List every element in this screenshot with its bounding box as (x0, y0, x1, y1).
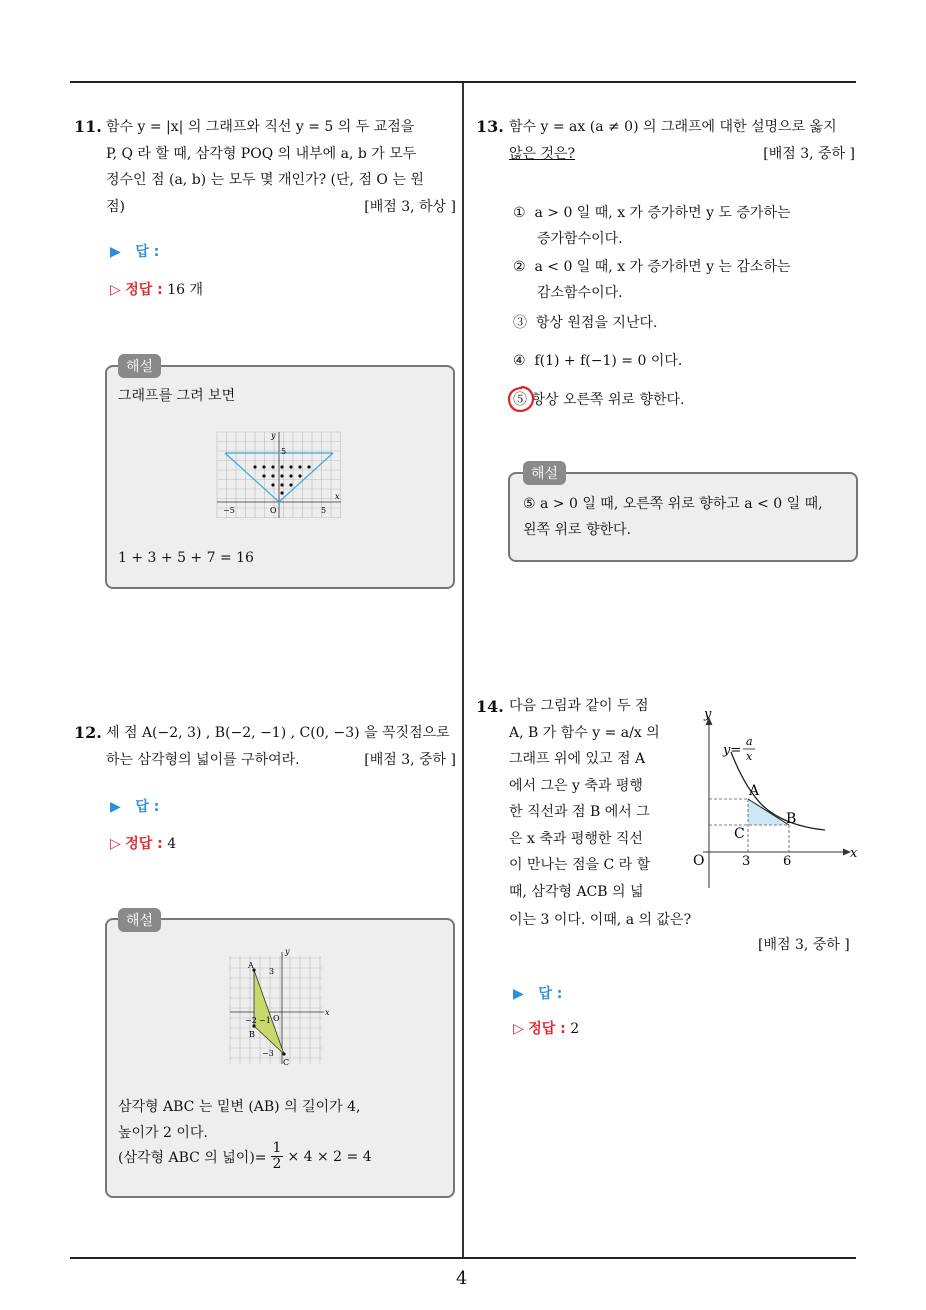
q14-c-label: C (734, 826, 745, 842)
q12-line: 세 점 A(−2, 3) , B(−2, −1) , C(0, −3) 을 꼭짓점으로 (106, 725, 450, 741)
q13-option-mark: ③ (513, 315, 527, 331)
q12-correct-label: 정답 : (125, 836, 163, 852)
q12-grid (230, 956, 322, 1064)
q11-five-x-label: 5 (321, 506, 327, 515)
q11-neg5-label: −5 (223, 506, 235, 515)
bottom-rule (70, 1257, 856, 1259)
q14-answer-label: 답 : (538, 986, 563, 1002)
q12-fraction-num: 1 (272, 1140, 282, 1156)
q11-line: 함수 y = |x| 의 그래프와 직선 y = 5 의 두 교점을 (106, 119, 415, 135)
q11-line: 정수인 점 (a, b) 는 모두 몇 개인가? (단, 점 O 는 원 (106, 172, 424, 188)
q11-line-last: 점) [배점 3, 하상 ] (106, 194, 456, 221)
q12-explanation-line: 높이가 2 이다. (118, 1125, 208, 1141)
q14-x-label: x (850, 846, 858, 861)
q12-y-label: y (285, 947, 290, 956)
q14-curve-label: y= (723, 743, 742, 758)
outline-play-icon: ▷ (110, 282, 121, 298)
q11-five-y-label: 5 (281, 447, 287, 456)
page-number: 4 (456, 1268, 468, 1289)
q12-correct-value: 4 (167, 836, 177, 852)
q11-correct-value: 16 개 (167, 282, 204, 298)
q12-line-last: 하는 삼각형의 넓이를 구하여라. [배점 3, 중하 ] (106, 747, 456, 774)
q13-option-mark: ④ (513, 353, 526, 369)
q11-correct (110, 279, 203, 299)
q14-line: 다음 그림과 같이 두 점 (509, 698, 649, 714)
q13-option-2[interactable]: ② a < 0 일 때, x 가 증가하면 y 는 감소하는 감소함수이다. (513, 259, 791, 301)
q12-b-label: B (249, 1030, 255, 1039)
q11-answer-label: 답 : (135, 244, 160, 260)
play-icon: ▶ (110, 244, 121, 260)
q14-line-last: 이는 3 이다. 이때, a 의 값은? (509, 912, 692, 928)
outline-play-icon: ▷ (513, 1021, 524, 1037)
q11-text (106, 114, 456, 220)
q14-curve-den: x (746, 750, 753, 763)
q11-number: 11. (74, 117, 102, 136)
q11-tag: [배점 3, 하상 ] (364, 198, 456, 215)
q14-correct-label: 정답 : (528, 1021, 566, 1037)
q12-neg1-label: −1 (259, 1016, 271, 1025)
q13-option-mark: ① (513, 205, 526, 221)
q11-origin-label: O (270, 506, 277, 515)
q12-origin-label: O (273, 1014, 280, 1023)
q12-formula (118, 1141, 372, 1172)
q13-option-mark: ② (513, 259, 526, 275)
q14-three-label: 3 (742, 854, 751, 869)
q13-option-5[interactable]: ⑤ 항상 오른쪽 위로 향한다. (513, 392, 685, 408)
q11-explanation-tab: 해설 (118, 354, 161, 378)
q12-fraction-den: 2 (272, 1156, 282, 1172)
q12-c-label: C (283, 1058, 290, 1067)
q14-graph (685, 700, 865, 892)
q13-explanation-line: ⑤ a > 0 일 때, 오른쪽 위로 향하고 a < 0 일 때, (523, 496, 823, 512)
q14-line: 은 x 축과 평행한 직선 (509, 830, 643, 847)
column-divider (462, 83, 464, 1259)
q13-number: 13. (476, 117, 504, 136)
q12-formula-suffix: × 4 × 2 = 4 (287, 1148, 372, 1165)
q11-line: P, Q 라 할 때, 삼각형 POQ 의 내부에 a, b 가 모두 (106, 145, 417, 162)
q14-b-label: B (786, 811, 797, 827)
q12-explanation-line: 삼각형 ABC 는 밑변 (AB) 의 길이가 4, (118, 1099, 361, 1115)
q12-neg2-label: −2 (245, 1016, 257, 1025)
q14-line: 한 직선과 점 B 에서 그 (509, 804, 650, 820)
q14-answer (513, 983, 562, 1003)
q11-graph (213, 426, 345, 522)
q13-explanation-tab: 해설 (523, 461, 566, 485)
play-icon: ▶ (110, 799, 121, 815)
q14-correct (513, 1018, 579, 1038)
q11-formula: 1 + 3 + 5 + 7 = 16 (118, 550, 254, 566)
q14-line: 이 만나는 점을 C 라 할 (509, 857, 651, 873)
q14-correct-value: 2 (570, 1021, 580, 1037)
q14-a-label: A (749, 783, 760, 799)
answer-circle-icon (506, 384, 536, 414)
q13-option-3[interactable]: ③ 항상 원점을 지난다. (513, 315, 658, 331)
q14-curve-num: a (746, 735, 753, 748)
q14-text (509, 693, 709, 905)
q12-a-label: A (248, 961, 254, 970)
q14-y-label: y (704, 707, 712, 722)
q13-option-mark: ⑤ (513, 392, 527, 408)
q14-line: A, B 가 함수 y = a/x 의 (509, 724, 660, 741)
q12-text (106, 720, 456, 773)
q12-fraction (271, 1141, 284, 1172)
q14-tag: [배점 3, 중하 ] (758, 937, 850, 953)
q11-y-label: y (271, 431, 276, 440)
q14-line: 에서 그은 y 축과 평행 (509, 777, 643, 794)
q13-line: 함수 y = ax (a ≠ 0) 의 그래프에 대한 설명으로 옳지 (509, 119, 837, 135)
q12-answer (110, 796, 159, 816)
q12-graph (226, 944, 334, 1068)
q14-six-label: 6 (783, 854, 792, 869)
q12-number: 12. (74, 723, 102, 742)
q13-line-last: 않은 것은? [배점 3, 중하 ] (509, 141, 855, 168)
q14-line: 그래프 위에 있고 점 A (509, 751, 646, 767)
q12-formula-prefix: (삼각형 ABC 의 넓이)= (118, 1149, 267, 1166)
q14-line: 때, 삼각형 ACB 의 넓 (509, 883, 644, 900)
q12-neg3-label: −3 (262, 1049, 274, 1058)
q11-explanation-text: 그래프를 그려 보면 (118, 388, 236, 404)
q14-origin-label: O (693, 853, 705, 869)
q13-option-4[interactable]: ④ f(1) + f(−1) = 0 이다. (513, 353, 683, 369)
q11-x-label: x (335, 492, 340, 501)
q14-number: 14. (476, 697, 504, 716)
q12-answer-label: 답 : (135, 799, 160, 815)
q13-explanation-line: 왼쪽 위로 향한다. (523, 522, 632, 538)
q13-text (509, 114, 855, 167)
q12-x-label: x (325, 1008, 330, 1017)
outline-play-icon: ▷ (110, 836, 121, 852)
q11-answer (110, 241, 159, 261)
q12-correct (110, 833, 176, 853)
q12-three-label: 3 (269, 967, 275, 976)
q13-option-1[interactable]: ① a > 0 일 때, x 가 증가하면 y 도 증가하는 증가함수이다. (513, 205, 791, 247)
q12-point-c (282, 1052, 285, 1055)
q13-tag: [배점 3, 중하 ] (763, 145, 855, 162)
q12-tag: [배점 3, 중하 ] (364, 751, 456, 768)
q12-explanation-tab: 해설 (118, 908, 161, 932)
play-icon: ▶ (513, 986, 524, 1002)
q11-correct-label: 정답 : (125, 282, 163, 298)
